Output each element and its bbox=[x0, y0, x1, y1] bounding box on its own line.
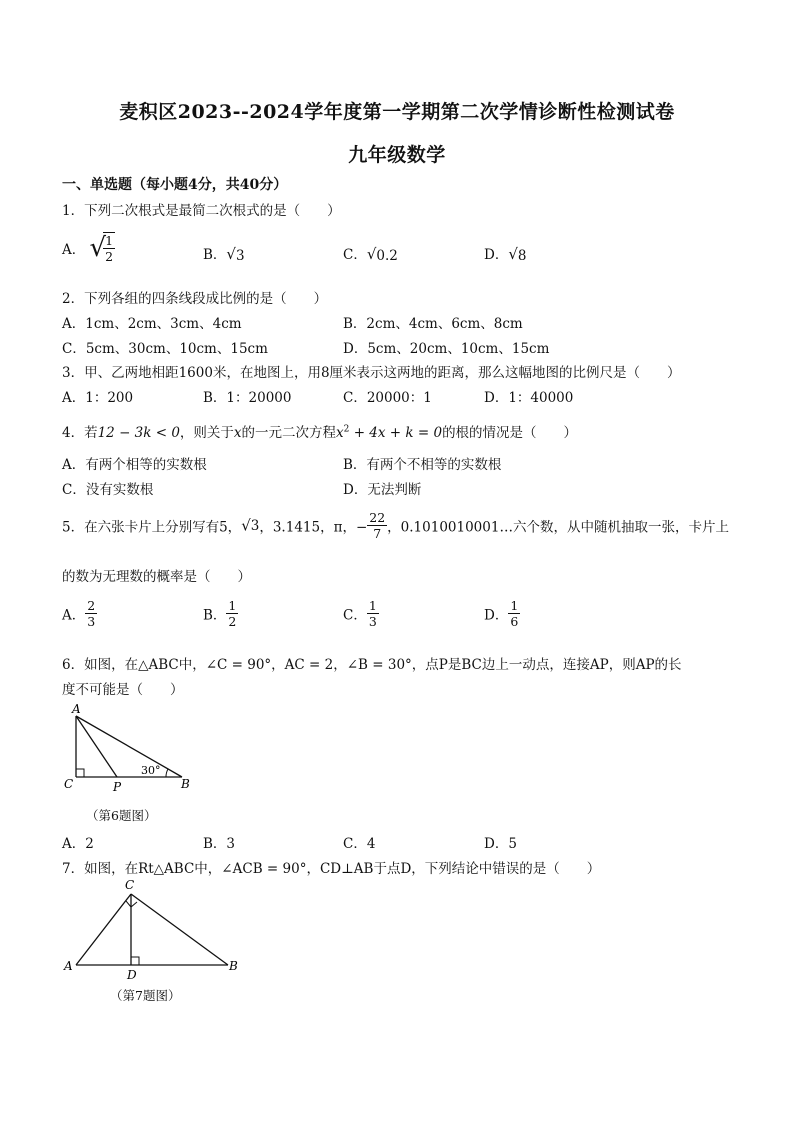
option-label: A． bbox=[62, 242, 86, 258]
section-heading: 一、单选题（每小题4分，共40分） bbox=[62, 177, 288, 193]
text-segment: 4．若 bbox=[62, 425, 98, 441]
text-segment: ，3.1415，π，− bbox=[259, 519, 368, 536]
question-1-option-c bbox=[343, 243, 398, 264]
equation-term: x bbox=[336, 425, 344, 441]
fraction-numerator: 1 bbox=[105, 233, 114, 248]
exam-subtitle: 九年级数学 bbox=[348, 144, 446, 166]
fraction-numerator: 2 bbox=[87, 598, 96, 613]
label-a: A bbox=[64, 959, 73, 973]
fraction-numerator: 1 bbox=[368, 598, 377, 613]
question-5-option-d bbox=[484, 598, 520, 629]
radicand: 3 bbox=[250, 517, 260, 534]
label-b: B bbox=[229, 959, 238, 973]
angle-arc bbox=[166, 769, 168, 777]
variable: x bbox=[233, 425, 242, 441]
question-6-stem-line1: 6．如图，在△ABC中，∠C = 90°，AC = 2，∠B = 30°，点P是BC边上一动点，连接AP，则AP的长 bbox=[62, 657, 682, 673]
option-label: B． bbox=[203, 607, 227, 624]
right-angle-mark-d bbox=[131, 957, 139, 965]
fraction bbox=[85, 598, 97, 629]
text-segment: 5．在六张卡片上分别写有5， bbox=[62, 519, 242, 536]
question-6-option-b: B．3 bbox=[203, 836, 236, 852]
question-1-stem: 1．下列二次根式是最简二次根式的是（ ） bbox=[62, 203, 341, 219]
question-6-caption: （第6题图） bbox=[86, 808, 157, 823]
radical-sign: √ bbox=[226, 245, 236, 263]
option-label: D． bbox=[484, 247, 509, 263]
question-6-option-c: C．4 bbox=[343, 836, 376, 852]
exam-title: 麦积区2023--2024学年度第一学期第二次学情诊断性检测试卷 bbox=[119, 101, 675, 123]
question-3-option-b: B．1：20000 bbox=[203, 390, 292, 406]
question-4-option-c: C．没有实数根 bbox=[62, 482, 154, 498]
question-5-option-b bbox=[203, 598, 238, 629]
fraction bbox=[367, 510, 387, 541]
text-segment: 的根的情况是（ ） bbox=[442, 425, 578, 441]
question-4-option-b: B．有两个不相等的实数根 bbox=[343, 457, 502, 473]
fraction-denominator: 3 bbox=[368, 614, 377, 629]
segment-ab bbox=[76, 716, 182, 777]
fraction-denominator: 3 bbox=[87, 614, 96, 629]
question-5-option-c bbox=[343, 598, 379, 629]
question-5-stem-line1 bbox=[62, 510, 729, 541]
radical-sign: √ bbox=[366, 245, 377, 263]
question-5-stem-line2: 的数为无理数的概率是（ ） bbox=[62, 569, 251, 585]
equation-rest: + 4x + k = 0 bbox=[349, 425, 443, 441]
radicand: 3 bbox=[235, 247, 245, 264]
fraction-numerator: 22 bbox=[369, 510, 386, 525]
fraction bbox=[367, 598, 379, 629]
fraction-denominator: 2 bbox=[228, 614, 237, 629]
question-6-figure bbox=[62, 702, 202, 802]
question-2-option-c: C．5cm、30cm、10cm、15cm bbox=[62, 341, 268, 357]
question-6-option-a: A．2 bbox=[62, 836, 94, 852]
question-2-stem: 2．下列各组的四条线段成比例的是（ ） bbox=[62, 291, 328, 307]
option-label: D． bbox=[484, 607, 509, 624]
radical-sign: √ bbox=[89, 233, 107, 263]
segment-ap bbox=[76, 716, 117, 777]
question-1-option-d bbox=[484, 243, 526, 264]
fraction-denominator: 6 bbox=[510, 614, 519, 629]
question-7-stem: 7．如图，在Rt△ABC中，∠ACB = 90°，CD⊥AB于点D，下列结论中错误的是（ ） bbox=[62, 861, 601, 877]
question-3-option-d: D．1：40000 bbox=[484, 390, 574, 406]
label-angle: 30° bbox=[141, 764, 161, 777]
radicand: 0.2 bbox=[376, 247, 398, 264]
question-1-option-b bbox=[203, 243, 245, 264]
label-b: B bbox=[181, 777, 190, 791]
question-4-option-d: D．无法判断 bbox=[343, 482, 422, 498]
question-4-option-a: A．有两个相等的实数根 bbox=[62, 457, 207, 473]
label-p: P bbox=[113, 780, 122, 794]
segment-ac bbox=[76, 894, 131, 965]
question-6-stem-line2: 度不可能是（ ） bbox=[62, 682, 184, 698]
label-c: C bbox=[64, 777, 74, 791]
question-1-option-a bbox=[62, 232, 115, 264]
option-label: C． bbox=[343, 247, 367, 263]
question-6-option-d: D．5 bbox=[484, 836, 517, 852]
label-c: C bbox=[125, 878, 135, 892]
fraction-denominator: 2 bbox=[105, 249, 114, 264]
text-segment: 的一元二次方程 bbox=[241, 425, 337, 441]
option-label: A． bbox=[62, 607, 86, 624]
label-d: D bbox=[127, 968, 137, 982]
question-3-option-c: C．20000：1 bbox=[343, 390, 432, 406]
radicand: 8 bbox=[517, 247, 527, 264]
text-segment: ，则关于 bbox=[179, 425, 234, 441]
right-angle-mark bbox=[76, 769, 84, 777]
text-segment: ，0.1010010001…六个数，从中随机抽取一张，卡片上 bbox=[387, 519, 729, 536]
radical-sign: √ bbox=[241, 516, 251, 535]
fraction bbox=[103, 232, 115, 264]
question-3-stem: 3．甲、乙两地相距1600米，在地图上，用8厘米表示这两地的距离，那么这幅地图的比例尺是（ ） bbox=[62, 365, 681, 381]
question-3-option-a: A．1：200 bbox=[62, 390, 134, 406]
inequality: 12 − 3k < 0 bbox=[97, 425, 180, 441]
fraction-numerator: 1 bbox=[510, 598, 519, 613]
radical-sign: √ bbox=[508, 245, 518, 263]
option-label: B． bbox=[203, 247, 227, 263]
question-2-option-a: A．1cm、2cm、3cm、4cm bbox=[62, 316, 242, 332]
fraction-denominator: 7 bbox=[373, 526, 382, 541]
question-7-caption: （第7题图） bbox=[110, 988, 181, 1003]
question-2-option-b: B．2cm、4cm、6cm、8cm bbox=[343, 316, 523, 332]
segment-cb bbox=[131, 894, 228, 965]
question-7-figure bbox=[62, 874, 252, 984]
label-a: A bbox=[72, 702, 81, 716]
fraction bbox=[226, 598, 238, 629]
fraction bbox=[508, 598, 520, 629]
question-5-option-a bbox=[62, 598, 97, 629]
question-2-option-d: D．5cm、20cm、10cm、15cm bbox=[343, 341, 550, 357]
question-4-stem bbox=[62, 421, 577, 441]
sqrt-expression bbox=[90, 232, 116, 264]
exponent: 2 bbox=[343, 424, 350, 435]
option-label: C． bbox=[343, 607, 367, 624]
fraction-numerator: 1 bbox=[228, 598, 237, 613]
